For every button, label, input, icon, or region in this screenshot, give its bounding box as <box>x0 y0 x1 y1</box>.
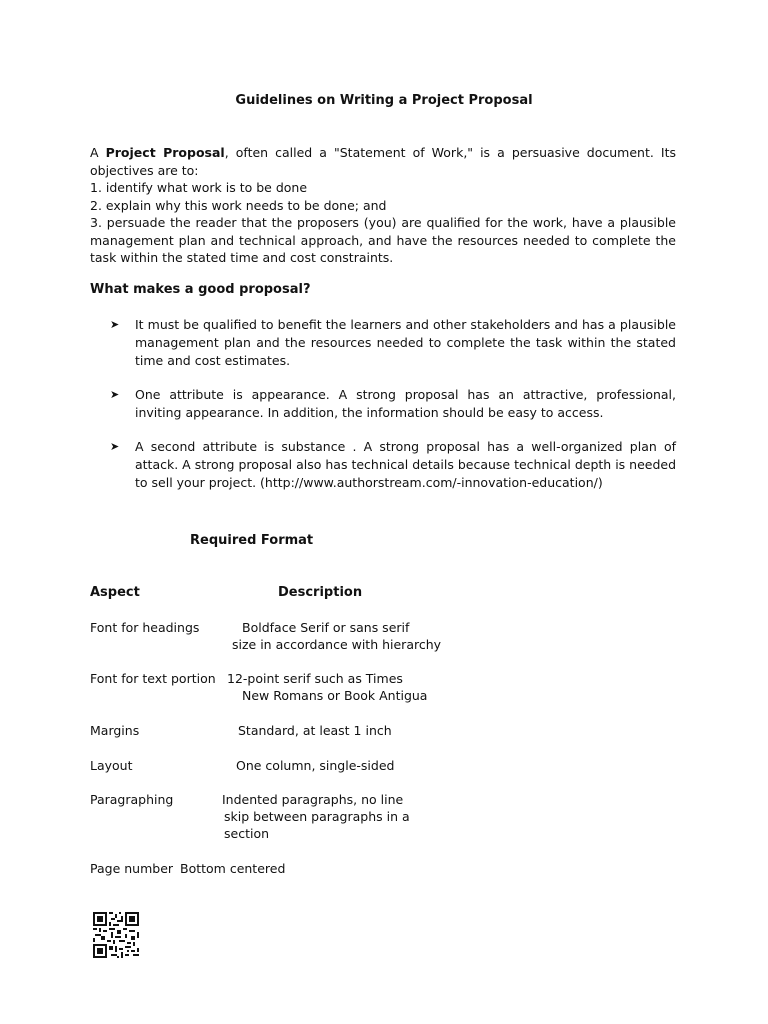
table-row-description: New Romans or Book Antigua <box>242 688 428 703</box>
table-row-description: One column, single-sided <box>236 758 395 773</box>
list-item <box>110 386 676 422</box>
bullet-text: It must be qualified to benefit the learners and other stakeholders and has a plausible management plan and the resources needed to complete the task within the stated time and cost estimates. <box>135 317 676 368</box>
list-item <box>110 438 676 492</box>
table-row-description: 12-point serif such as Times <box>227 671 403 686</box>
table-row-description: Boldface Serif or sans serif <box>242 620 410 635</box>
intro-prefix: A <box>90 145 106 160</box>
document-title: Guidelines on Writing a Project Proposal <box>235 93 533 108</box>
arrow-bullet-icon: ➤ <box>110 440 120 453</box>
intro-definition <box>90 144 676 179</box>
table-row-description: Bottom centered <box>180 861 286 876</box>
table-row-aspect: Font for headings <box>90 620 200 635</box>
table-row-description: size in accordance with hierarchy <box>232 637 442 652</box>
objective-item: 1. identify what work is to be done <box>90 180 308 195</box>
table-row-aspect: Page number <box>90 861 174 876</box>
table-row-aspect: Layout <box>90 758 133 773</box>
table-row-description: Indented paragraphs, no line <box>222 792 404 807</box>
table-row-description: Standard, at least 1 inch <box>238 723 392 738</box>
table-row-description: section <box>224 826 270 841</box>
required-format-heading: Required Format <box>190 533 314 548</box>
good-proposal-heading: What makes a good proposal? <box>90 282 311 297</box>
qr-code-icon <box>93 912 139 958</box>
arrow-bullet-icon: ➤ <box>110 388 120 401</box>
list-item <box>110 316 676 370</box>
intro-bold-term: Project Proposal <box>105 145 225 160</box>
table-row-aspect: Paragraphing <box>90 792 174 807</box>
table-row-aspect: Margins <box>90 723 140 738</box>
table-header-aspect: Aspect <box>90 585 140 600</box>
objective-item: 2. explain why this work needs to be done; and <box>90 197 387 213</box>
table-row-aspect: Font for text portion <box>90 671 216 686</box>
intro-paragraph <box>90 144 676 267</box>
bullet-text: A second attribute is substance . A strong proposal has a well-organized plan of attack. A strong proposal also has technical details because technical depth is needed to sell your project. (http://www.authorstream.com/-innovation-education/) <box>135 439 677 490</box>
table-header-description: Description <box>278 585 363 600</box>
bullet-text: One attribute is appearance. A strong proposal has an attractive, professional, inviting appearance. In addition, the information should be easy to access. <box>135 387 676 420</box>
arrow-bullet-icon: ➤ <box>110 318 120 331</box>
objective-item: 3. persuade the reader that the proposers (you) are qualified for the work, have a plausible management plan and technical approach, and have the resources needed to complete the task within the stated time and cost constraints. <box>90 215 676 265</box>
table-row-description: skip between paragraphs in a <box>224 809 410 824</box>
good-proposal-list <box>110 316 676 508</box>
intro-after-bold: , often called a "Statement of Work," is a persuasive document. Its objectives are to: <box>90 145 676 178</box>
